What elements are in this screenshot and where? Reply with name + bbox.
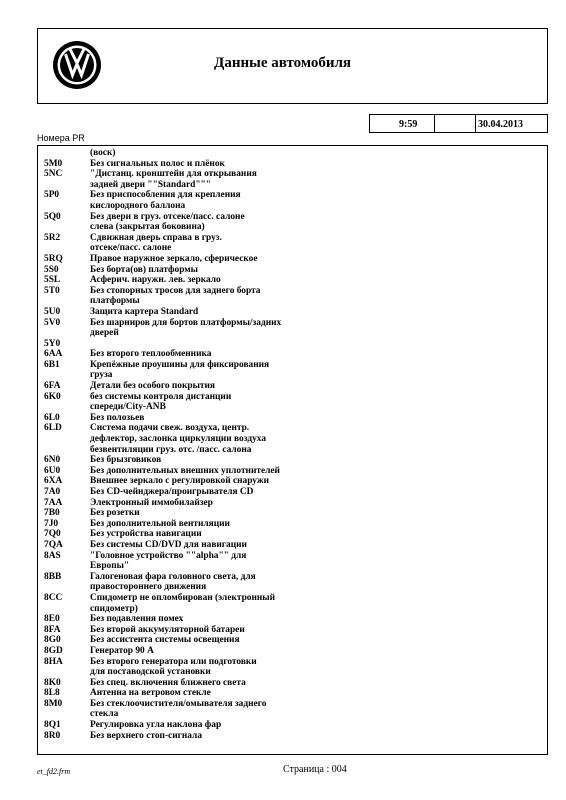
list-item bbox=[38, 339, 547, 350]
list-item bbox=[38, 487, 547, 498]
list-item bbox=[38, 498, 547, 509]
pr-description: Без ассистента системы освещения bbox=[90, 635, 240, 646]
pr-description: Асферич. наружн. лев. зеркало bbox=[90, 275, 221, 286]
pr-code: 7Q0 bbox=[44, 529, 61, 540]
list-item bbox=[38, 529, 547, 540]
pr-description: Антенна на ветровом стекле bbox=[90, 688, 211, 699]
list-item bbox=[38, 360, 547, 381]
pr-code: 5NC bbox=[44, 169, 63, 180]
time-value: 9:59 bbox=[399, 119, 418, 130]
list-item bbox=[38, 519, 547, 530]
list-item bbox=[38, 254, 547, 265]
pr-code: 6FA bbox=[44, 381, 61, 392]
page-title: Данные автомобиля bbox=[214, 55, 352, 71]
pr-code: 8GD bbox=[44, 645, 63, 656]
pr-description: Без сигнальных полос и плёнок bbox=[90, 158, 225, 169]
list-item bbox=[38, 190, 547, 211]
pr-description: Внешнее зеркало с регулировкой снаружи bbox=[90, 476, 270, 487]
info-divider bbox=[475, 115, 476, 132]
pr-description: без системы контроля дистанции спереди/City-ANB bbox=[90, 391, 232, 413]
pr-description: Без второй аккумуляторной батареи bbox=[90, 624, 245, 635]
pr-description: Галогеновая фара головного света, для правостороннего движения bbox=[90, 571, 256, 593]
pr-description: Без розетки bbox=[90, 508, 140, 519]
pr-description: Без второго теплообменника bbox=[90, 349, 212, 360]
pr-description: "Дистанц. кронштейн для открывания задней двери ""Standard""" bbox=[90, 169, 257, 190]
pr-description: Без подавления помех bbox=[90, 614, 184, 625]
pr-numbers-label: Номера PR bbox=[37, 133, 85, 143]
pr-code: 7A0 bbox=[44, 487, 61, 497]
list-item bbox=[38, 646, 547, 657]
list-item bbox=[38, 678, 547, 689]
list-item bbox=[38, 349, 547, 360]
pr-description: "Головное устройство ""alpha"" для Европы" bbox=[90, 550, 247, 572]
pr-list bbox=[37, 145, 548, 755]
pr-code: 6XA bbox=[44, 476, 63, 487]
pr-description: Без приспособления для крепления кислородного баллона bbox=[90, 190, 241, 211]
list-item bbox=[38, 275, 547, 286]
pr-description: Без спец. включения ближнего света bbox=[90, 677, 246, 688]
list-item bbox=[38, 148, 547, 159]
pr-code: 5SL bbox=[44, 275, 61, 286]
list-item bbox=[38, 455, 547, 466]
pr-description: Без шарниров для бортов платформы/задних дверей bbox=[90, 317, 282, 339]
date-value: 30.04.2013 bbox=[478, 119, 523, 130]
pr-code: 8HA bbox=[44, 656, 63, 667]
pr-code: 6L0 bbox=[44, 412, 60, 423]
list-item bbox=[38, 635, 547, 646]
pr-description: Без второго генератора или подготовки для поставодской установки bbox=[90, 656, 257, 678]
pr-description: Генератор 90 А bbox=[90, 645, 154, 656]
list-item bbox=[38, 625, 547, 636]
list-item bbox=[38, 307, 547, 318]
pr-code: 8G0 bbox=[44, 635, 61, 646]
pr-rows bbox=[38, 148, 547, 741]
pr-description: Спидометр не опломбирован (электронный спидометр) bbox=[90, 592, 276, 614]
pr-description: Крепёжные проушины для фиксирования груза bbox=[90, 359, 270, 381]
list-item bbox=[38, 476, 547, 487]
pr-code: 8R0 bbox=[44, 730, 61, 741]
list-item bbox=[38, 572, 547, 593]
pr-code: 6AA bbox=[44, 349, 63, 360]
pr-code: 7AA bbox=[44, 497, 63, 508]
list-item bbox=[38, 286, 547, 307]
pr-code: 6B1 bbox=[44, 359, 60, 370]
list-item bbox=[38, 159, 547, 170]
pr-code: 8L8 bbox=[44, 688, 60, 699]
list-item bbox=[38, 540, 547, 551]
pr-description: Электронный иммобилайзер bbox=[90, 497, 213, 508]
pr-code: 8BB bbox=[44, 571, 62, 582]
pr-code bbox=[38, 148, 90, 159]
pr-description: Без стопорных тросов для заднего борта платформы bbox=[90, 285, 261, 307]
pr-description: Правое наружное зеркало, сферическое bbox=[90, 253, 258, 264]
list-item bbox=[38, 614, 547, 625]
pr-code: 5M0 bbox=[44, 158, 63, 169]
pr-description: Регулировка угла наклона фар bbox=[90, 720, 222, 731]
pr-description: Без устройства навигации bbox=[90, 529, 202, 540]
pr-description: Детали без особого покрытия bbox=[90, 381, 216, 392]
page-number: Страница : 004 bbox=[283, 764, 347, 775]
pr-description bbox=[90, 339, 295, 350]
pr-description: Без верхнего стоп-сигнала bbox=[90, 730, 203, 741]
list-item bbox=[38, 508, 547, 519]
pr-description: Без двери в груз. отсеке/пасс. салоне слева (закрытая боковина) bbox=[90, 211, 245, 233]
pr-code: 8CC bbox=[44, 592, 63, 603]
pr-description: Без брызговиков bbox=[90, 455, 162, 466]
pr-code: 5Q0 bbox=[44, 211, 61, 222]
pr-description: (воск) bbox=[90, 148, 116, 158]
pr-description: Без борта(ов) платформы bbox=[90, 264, 198, 275]
pr-code: 8Q1 bbox=[44, 720, 61, 731]
list-item bbox=[38, 169, 547, 190]
pr-code: 5T0 bbox=[44, 285, 60, 296]
pr-code: 5RQ bbox=[44, 253, 63, 264]
vw-logo-icon bbox=[52, 40, 102, 90]
list-item bbox=[38, 233, 547, 254]
pr-code: 5U0 bbox=[44, 306, 61, 317]
pr-description: Без стеклоочистителя/омывателя заднего стекла bbox=[90, 698, 267, 720]
pr-code: 6LD bbox=[44, 423, 62, 434]
pr-code: 5S0 bbox=[44, 264, 59, 275]
pr-description: Без CD-чейнджера/проигрывателя CD bbox=[90, 487, 254, 497]
list-item bbox=[38, 423, 547, 455]
pr-code: 5R2 bbox=[44, 232, 61, 243]
list-item bbox=[38, 392, 547, 413]
pr-code: 8E0 bbox=[44, 614, 60, 625]
list-item bbox=[38, 318, 547, 339]
list-item bbox=[38, 688, 547, 699]
pr-code: 5V0 bbox=[44, 317, 61, 328]
list-item bbox=[38, 699, 547, 720]
pr-description: Без дополнительных внешних уплотнителей bbox=[90, 465, 280, 476]
list-item bbox=[38, 212, 547, 233]
pr-description: Без полозьев bbox=[90, 412, 145, 423]
pr-code: 6N0 bbox=[44, 455, 61, 466]
pr-description: Защита картера Standard bbox=[90, 306, 199, 317]
list-item bbox=[38, 593, 547, 614]
footer-form-name: et_fd2.frm bbox=[37, 767, 71, 776]
pr-description: Без дополнительной вентиляции bbox=[90, 518, 230, 529]
pr-code: 6U0 bbox=[44, 465, 61, 476]
list-item bbox=[38, 720, 547, 731]
pr-code: 8FA bbox=[44, 624, 61, 635]
list-item bbox=[38, 466, 547, 477]
pr-code: 7B0 bbox=[44, 508, 60, 519]
pr-description: Система подачи свеж. воздуха, центр. дефлектор, заслонка циркуляции воздуха безвентиляции груз. отс. /пасс. салона bbox=[90, 423, 267, 455]
list-item bbox=[38, 381, 547, 392]
pr-code: 8K0 bbox=[44, 677, 61, 688]
pr-description: Сдвижная дверь справа в груз. отсеке/пасс. салоне bbox=[90, 232, 222, 254]
pr-code: 7J0 bbox=[44, 518, 59, 529]
pr-code: 5P0 bbox=[44, 190, 60, 201]
pr-code: 8M0 bbox=[44, 698, 63, 709]
info-divider bbox=[434, 115, 435, 132]
pr-code: 6K0 bbox=[44, 391, 61, 402]
pr-code: 7QA bbox=[44, 539, 63, 550]
list-item bbox=[38, 265, 547, 276]
list-item bbox=[38, 731, 547, 742]
pr-code: 5Y0 bbox=[44, 338, 61, 349]
list-item bbox=[38, 551, 547, 572]
pr-code: 8AS bbox=[44, 550, 61, 561]
list-item bbox=[38, 657, 547, 678]
pr-description: Без системы CD/DVD для навигации bbox=[90, 539, 247, 550]
list-item bbox=[38, 413, 547, 424]
